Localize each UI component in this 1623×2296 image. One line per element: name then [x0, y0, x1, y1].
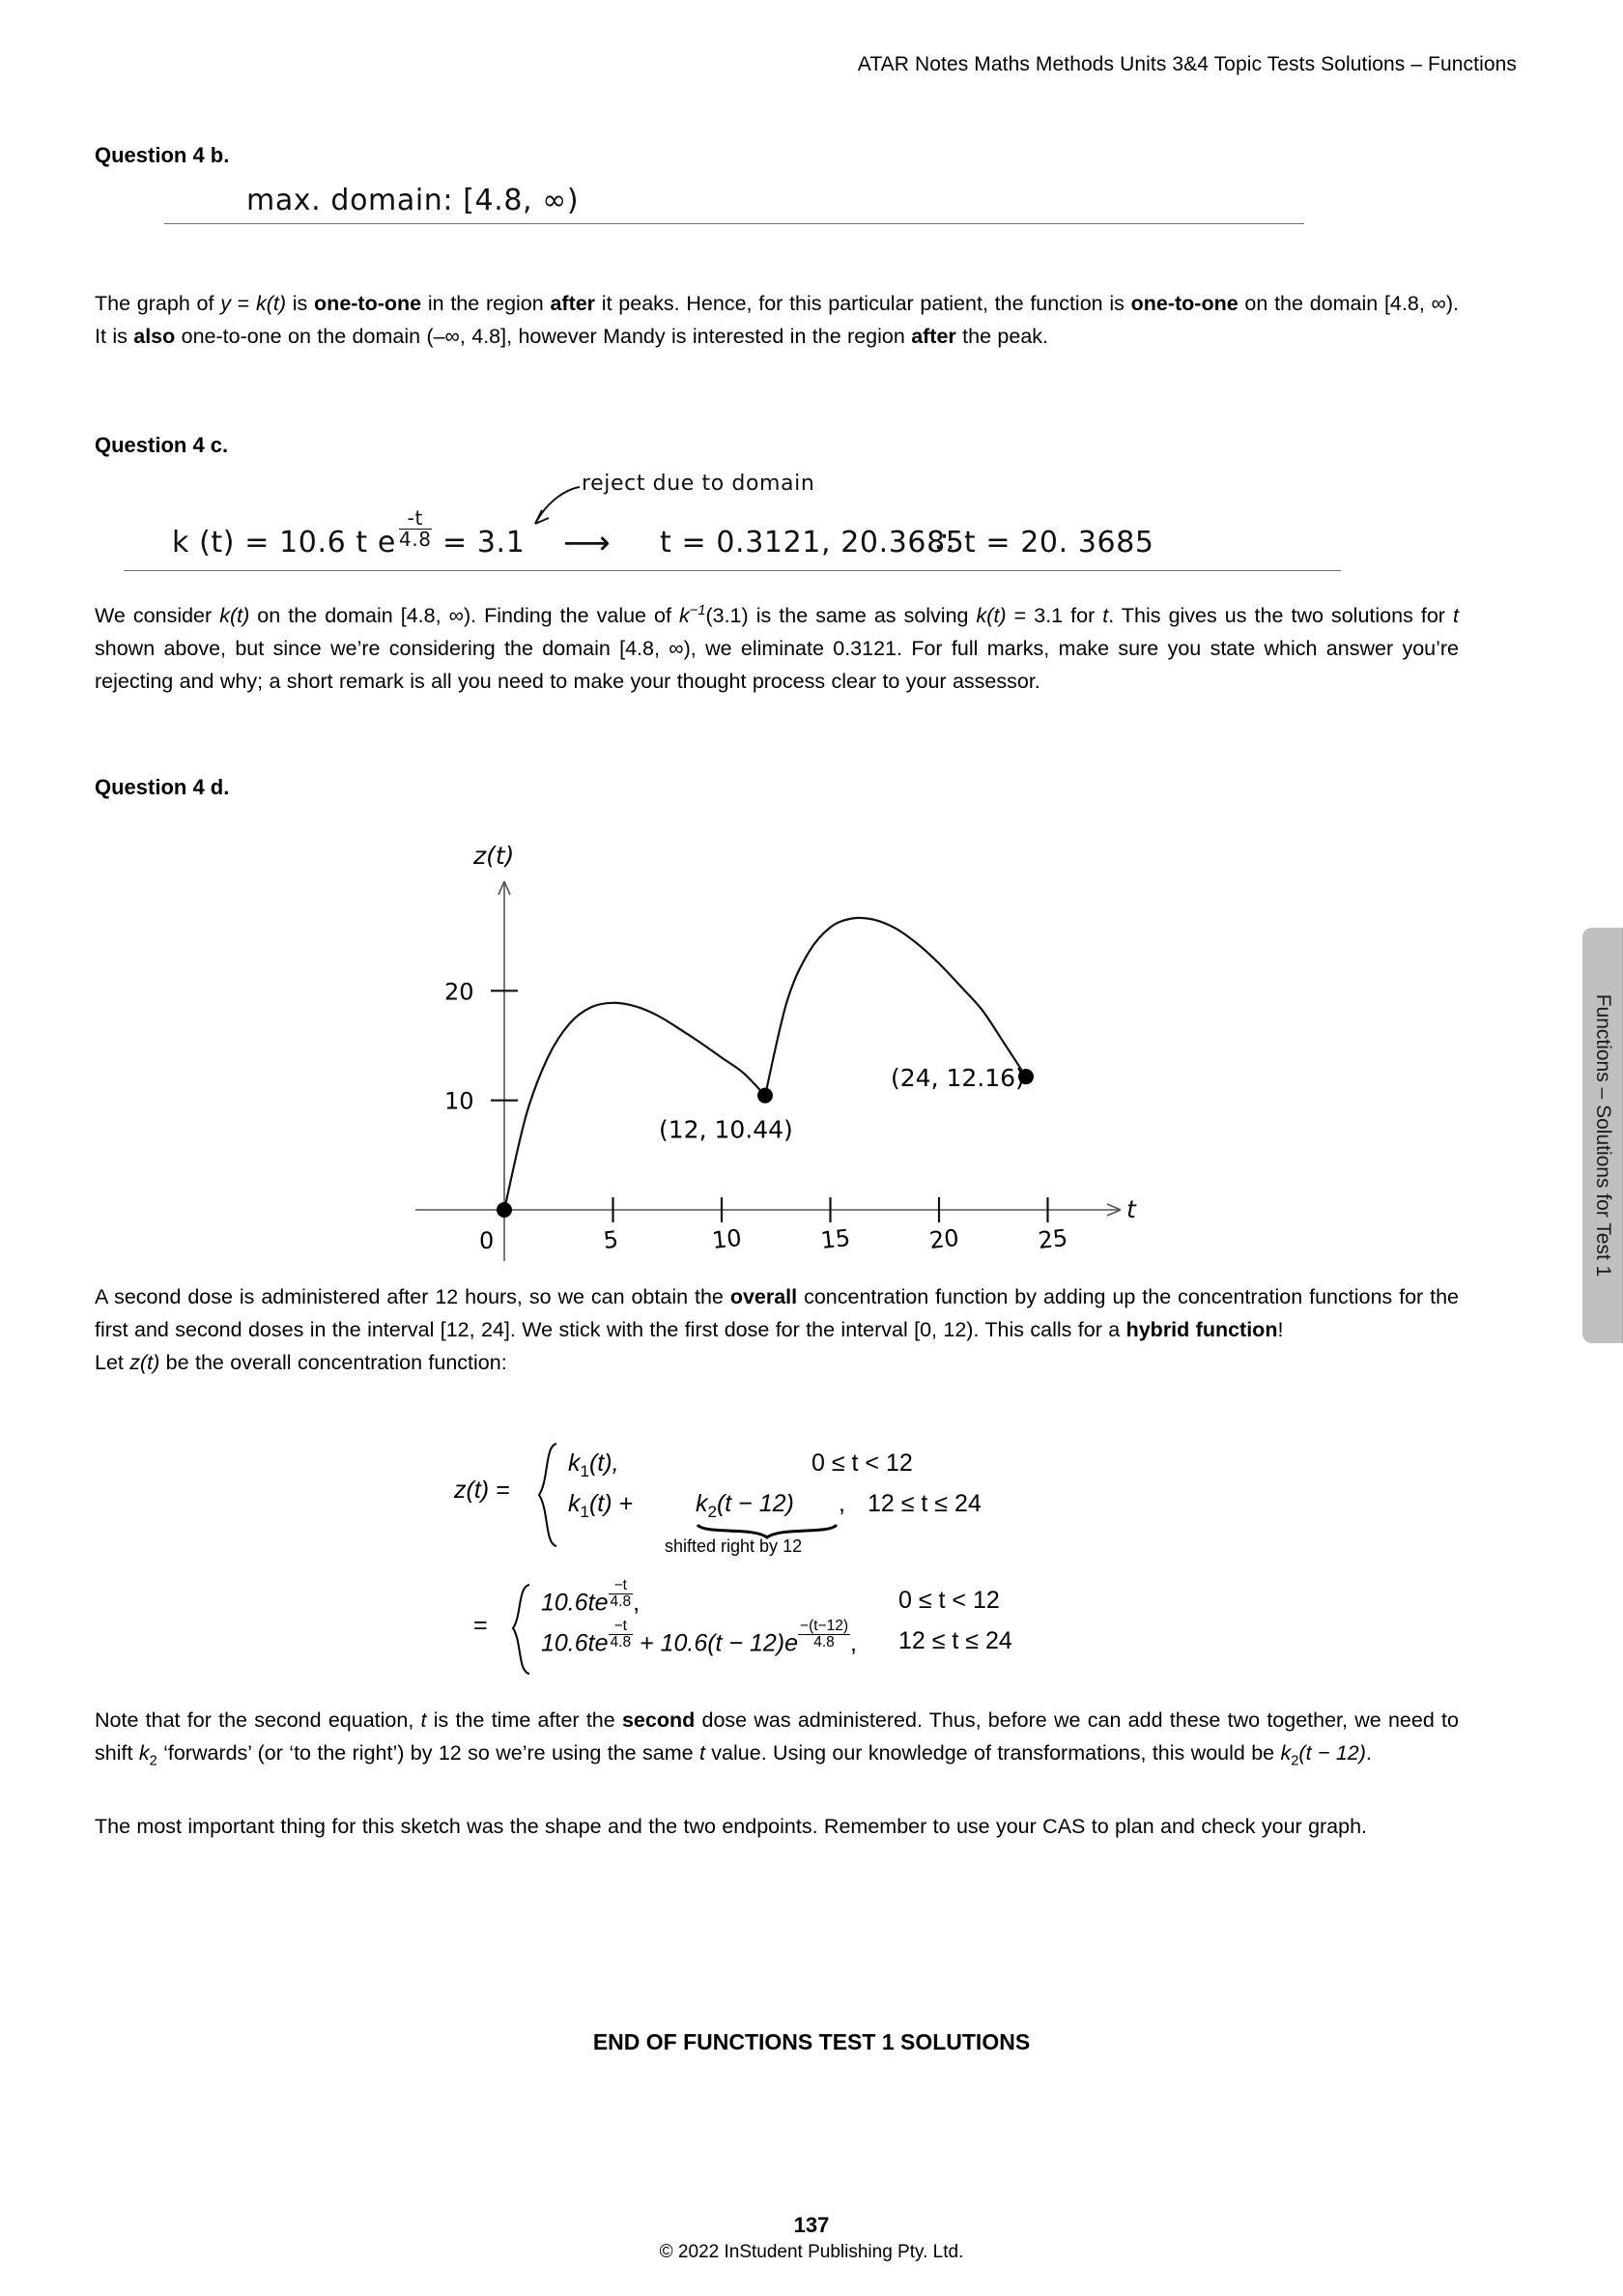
math-expr: 10.6te — [541, 1629, 609, 1657]
math-t-2: t — [1453, 604, 1459, 628]
running-header: ATAR Notes Maths Methods Units 3&4 Topic Tests Solutions – Functions — [857, 53, 1517, 75]
math-expr-2: + 10.6(t − 12)e — [633, 1629, 799, 1657]
hybrid-row2-shifted-term — [696, 1490, 794, 1522]
hybrid2-equals: = — [473, 1612, 488, 1639]
bold-after: after — [550, 292, 596, 315]
q4b-handwritten-answer-area — [164, 184, 1304, 224]
bold-also: also — [133, 325, 176, 348]
math-y: y — [220, 292, 231, 315]
page-number: 137 — [793, 2213, 830, 2237]
text-fragment: Let — [95, 1351, 130, 1374]
math-k2-b-subscript: 2 — [1291, 1753, 1299, 1769]
math-kt: k(t) — [219, 604, 250, 628]
q4b-handwritten-answer: max. domain: [4.8, ∞) — [246, 184, 580, 217]
text-fragment: = — [230, 292, 256, 315]
bold-overall: overall — [729, 1285, 798, 1308]
hybrid2-row2-condition: 12 ≤ t ≤ 24 — [898, 1627, 1012, 1654]
bold-one-to-one: one-to-one — [314, 292, 422, 315]
math-k2-b-arg: (t − 12) — [1298, 1741, 1366, 1765]
hybrid-row1-expression — [568, 1449, 619, 1481]
text-fragment: the peak. — [955, 325, 1049, 348]
math-k2-subscript: 2 — [707, 1503, 717, 1521]
concentration-graph — [406, 821, 1140, 1276]
hybrid-row2-expression — [568, 1490, 633, 1522]
q4c-handwritten-work-area — [124, 472, 1341, 571]
math-k: k — [568, 1490, 581, 1517]
y-tick-label: 20 — [444, 978, 474, 1006]
q4d-paragraph-3 — [95, 1704, 1459, 1777]
q4c-solutions: t = 0.3121, 20.3685 — [660, 526, 965, 560]
q4c-reject-annotation: reject due to domain — [582, 472, 815, 496]
q4c-answer-rule — [124, 570, 1341, 571]
text-fragment: The graph of — [95, 292, 221, 315]
hybrid2-row1-condition: 0 ≤ t < 12 — [898, 1587, 1000, 1614]
text-fragment: dose was administered. Thus, before we can add these two together, we need to shift — [95, 1708, 1459, 1765]
curve-first-dose — [504, 1003, 765, 1210]
math-k2-arg: (t − 12) — [716, 1490, 794, 1517]
math-k: k — [568, 1449, 581, 1477]
text-fragment: is — [286, 292, 315, 315]
q4c-exponent-fraction — [399, 508, 432, 550]
q4d-paragraph-1 — [95, 1280, 1459, 1346]
math-k-inverse-arg: (3.1) — [705, 604, 749, 628]
side-tab-functions-solutions — [1582, 928, 1623, 1343]
copyright-notice: © 2022 InStudent Publishing Pty. Ltd. — [659, 2242, 964, 2262]
text-fragment: . — [1365, 1741, 1372, 1765]
q4d-paragraph-4: The most important thing for this sketch was the shape and the two endpoints. Remember to use your CAS to plan and check your graph. — [95, 1815, 1368, 1839]
math-k-subscript: 1 — [580, 1503, 589, 1521]
q4c-exponent-denominator: 4.8 — [399, 528, 432, 551]
q4c-exponent-numerator: -t — [399, 508, 432, 530]
x-axis-label: t — [1126, 1195, 1136, 1223]
q4d-paragraph-2 — [95, 1346, 1459, 1379]
exponent-denominator: 4.8 — [813, 1633, 835, 1650]
text-fragment: ! — [1277, 1318, 1284, 1341]
bold-after-2: after — [911, 325, 956, 348]
hybrid2-row2-expression — [541, 1618, 857, 1658]
math-k2-subscript: 2 — [149, 1753, 157, 1769]
x-tick-label: 10 — [710, 1223, 744, 1254]
math-k-subscript: 1 — [580, 1462, 589, 1480]
bold-second: second — [621, 1708, 696, 1732]
point-label-12-10-44: (12, 10.44) — [659, 1115, 793, 1144]
text-fragment: value. Using our knowledge of transformations, this would be — [704, 1741, 1281, 1765]
graph-point — [497, 1202, 512, 1218]
text-fragment: shown above, but since we’re considering the domain [4.8, ∞), we eliminate 0.3121. For full marks, make sure you state which answer you’re rejecting and why; a short remark is all you need to make your thought process clear to your assessor. — [95, 637, 1459, 694]
x-tick-label: 20 — [927, 1223, 961, 1254]
text-fragment: on the domain [4.8, ∞). It is — [95, 292, 1459, 348]
exponent-fraction-2 — [798, 1619, 850, 1650]
exponent-denominator: 4.8 — [610, 1593, 632, 1610]
page-footer — [0, 2213, 1623, 2263]
origin-label: 0 — [479, 1227, 495, 1254]
exponent-fraction — [609, 1619, 634, 1650]
hybrid2-brace-icon — [508, 1583, 533, 1676]
end-of-solutions-line: END OF FUNCTIONS TEST 1 SOLUTIONS — [592, 2029, 1031, 2054]
math-k-arg: (t) + — [588, 1490, 634, 1517]
math-kt-2: k(t) — [976, 604, 1007, 628]
bold-hybrid-function: hybrid function — [1125, 1318, 1278, 1341]
text-fragment: be the overall concentration function: — [159, 1351, 507, 1374]
point-label-24-12-16: (24, 12.16) — [891, 1064, 1025, 1093]
text-fragment: is the time after the — [426, 1708, 622, 1732]
math-kt: (t) — [266, 292, 287, 315]
math-zt: z(t) — [129, 1351, 160, 1374]
q4b-explanation-paragraph — [95, 287, 1459, 353]
exponent-numerator: −(t−12) — [800, 1618, 849, 1635]
question-4c-heading: Question 4 c. — [95, 433, 229, 457]
q4c-conclusion: ∴ t = 20. 3685 — [935, 526, 1154, 560]
exponent-numerator: −t — [609, 1619, 634, 1635]
hybrid2-row1-expression — [541, 1577, 641, 1618]
text-fragment: one-to-one on the domain (–∞, 4.8], however Mandy is interested in the region — [175, 325, 912, 348]
exponent-fraction — [609, 1578, 634, 1609]
exponent-numerator: −t — [609, 1578, 634, 1594]
text-fragment: , — [633, 1589, 641, 1617]
graph-svg — [406, 821, 1140, 1276]
q4c-equation-mid: = 3.1 — [442, 526, 526, 560]
hybrid-shift-note: shifted right by 12 — [665, 1536, 803, 1556]
text-fragment: Note that for the second equation, — [95, 1708, 421, 1732]
side-tab-label: Functions – Solutions for Test 1 — [1592, 993, 1614, 1277]
math-k2-b: k — [1280, 1741, 1292, 1765]
math-k: k — [255, 292, 267, 315]
exponent-denominator: 4.8 — [610, 1633, 632, 1650]
math-k-inverse: k — [679, 604, 690, 628]
x-tick-label: 25 — [1037, 1223, 1069, 1254]
bold-one-to-one-2: one-to-one — [1130, 292, 1239, 315]
hybrid-brace-icon — [533, 1442, 560, 1548]
question-4d-heading: Question 4 d. — [95, 775, 230, 799]
text-fragment: in the region — [421, 292, 551, 315]
q4c-explanation-paragraph — [95, 594, 1459, 698]
question-4b-heading: Question 4 b. — [95, 143, 230, 167]
y-axis-label: z(t) — [473, 842, 515, 870]
x-tick-label: 15 — [819, 1223, 852, 1254]
text-fragment: We consider — [95, 604, 220, 628]
q4b-answer-rule — [164, 223, 1304, 224]
text-fragment: it peaks. Hence, for this particular patient, the function is — [595, 292, 1131, 315]
graph-point — [757, 1088, 773, 1104]
text-fragment: . This gives us the two solutions for — [1108, 604, 1454, 628]
text-fragment: = 3.1 for — [1006, 604, 1103, 628]
text-fragment: A second dose is administered after 12 hours, so we can obtain the — [95, 1285, 730, 1308]
math-k-arg: (t), — [588, 1449, 619, 1477]
axis-ticks — [491, 990, 1048, 1222]
hybrid-function-display-2 — [473, 1579, 1092, 1676]
hybrid-lhs: z(t) = — [454, 1477, 510, 1504]
text-fragment: ‘forwards’ (or ‘to the right’) by 12 so we’re using the same — [157, 1741, 699, 1765]
hybrid-function-display-1 — [454, 1440, 1053, 1556]
q4c-equation-left: k (t) = 10.6 t e — [172, 526, 396, 560]
q4c-arrow-glyph-icon: ⟶ — [563, 524, 612, 562]
text-fragment: concentration function by adding up the concentration functions for the first and second doses in the interval [12, 24]. We stick with the first dose for the interval [0, 12). This calls for a — [95, 1285, 1459, 1341]
math-k2: k — [696, 1490, 708, 1517]
x-tick-label: 5 — [602, 1225, 620, 1254]
text-fragment: , — [850, 1629, 857, 1657]
math-k2: k — [138, 1741, 150, 1765]
hybrid-row1-condition: 0 ≤ t < 12 — [812, 1449, 913, 1477]
math-t: t — [420, 1708, 427, 1732]
y-tick-label: 10 — [444, 1087, 474, 1115]
text-fragment: on the domain [4.8, ∞). Finding the value of — [249, 604, 680, 628]
hybrid-row2-condition: 12 ≤ t ≤ 24 — [868, 1490, 982, 1517]
math-k-inverse-exponent: −1 — [689, 603, 706, 618]
math-t: t — [1102, 604, 1109, 628]
text-fragment: is the same as solving — [748, 604, 977, 628]
math-expr: 10.6te — [541, 1589, 609, 1617]
math-t-2: t — [698, 1741, 705, 1765]
hybrid-row2-comma: , — [839, 1490, 845, 1517]
